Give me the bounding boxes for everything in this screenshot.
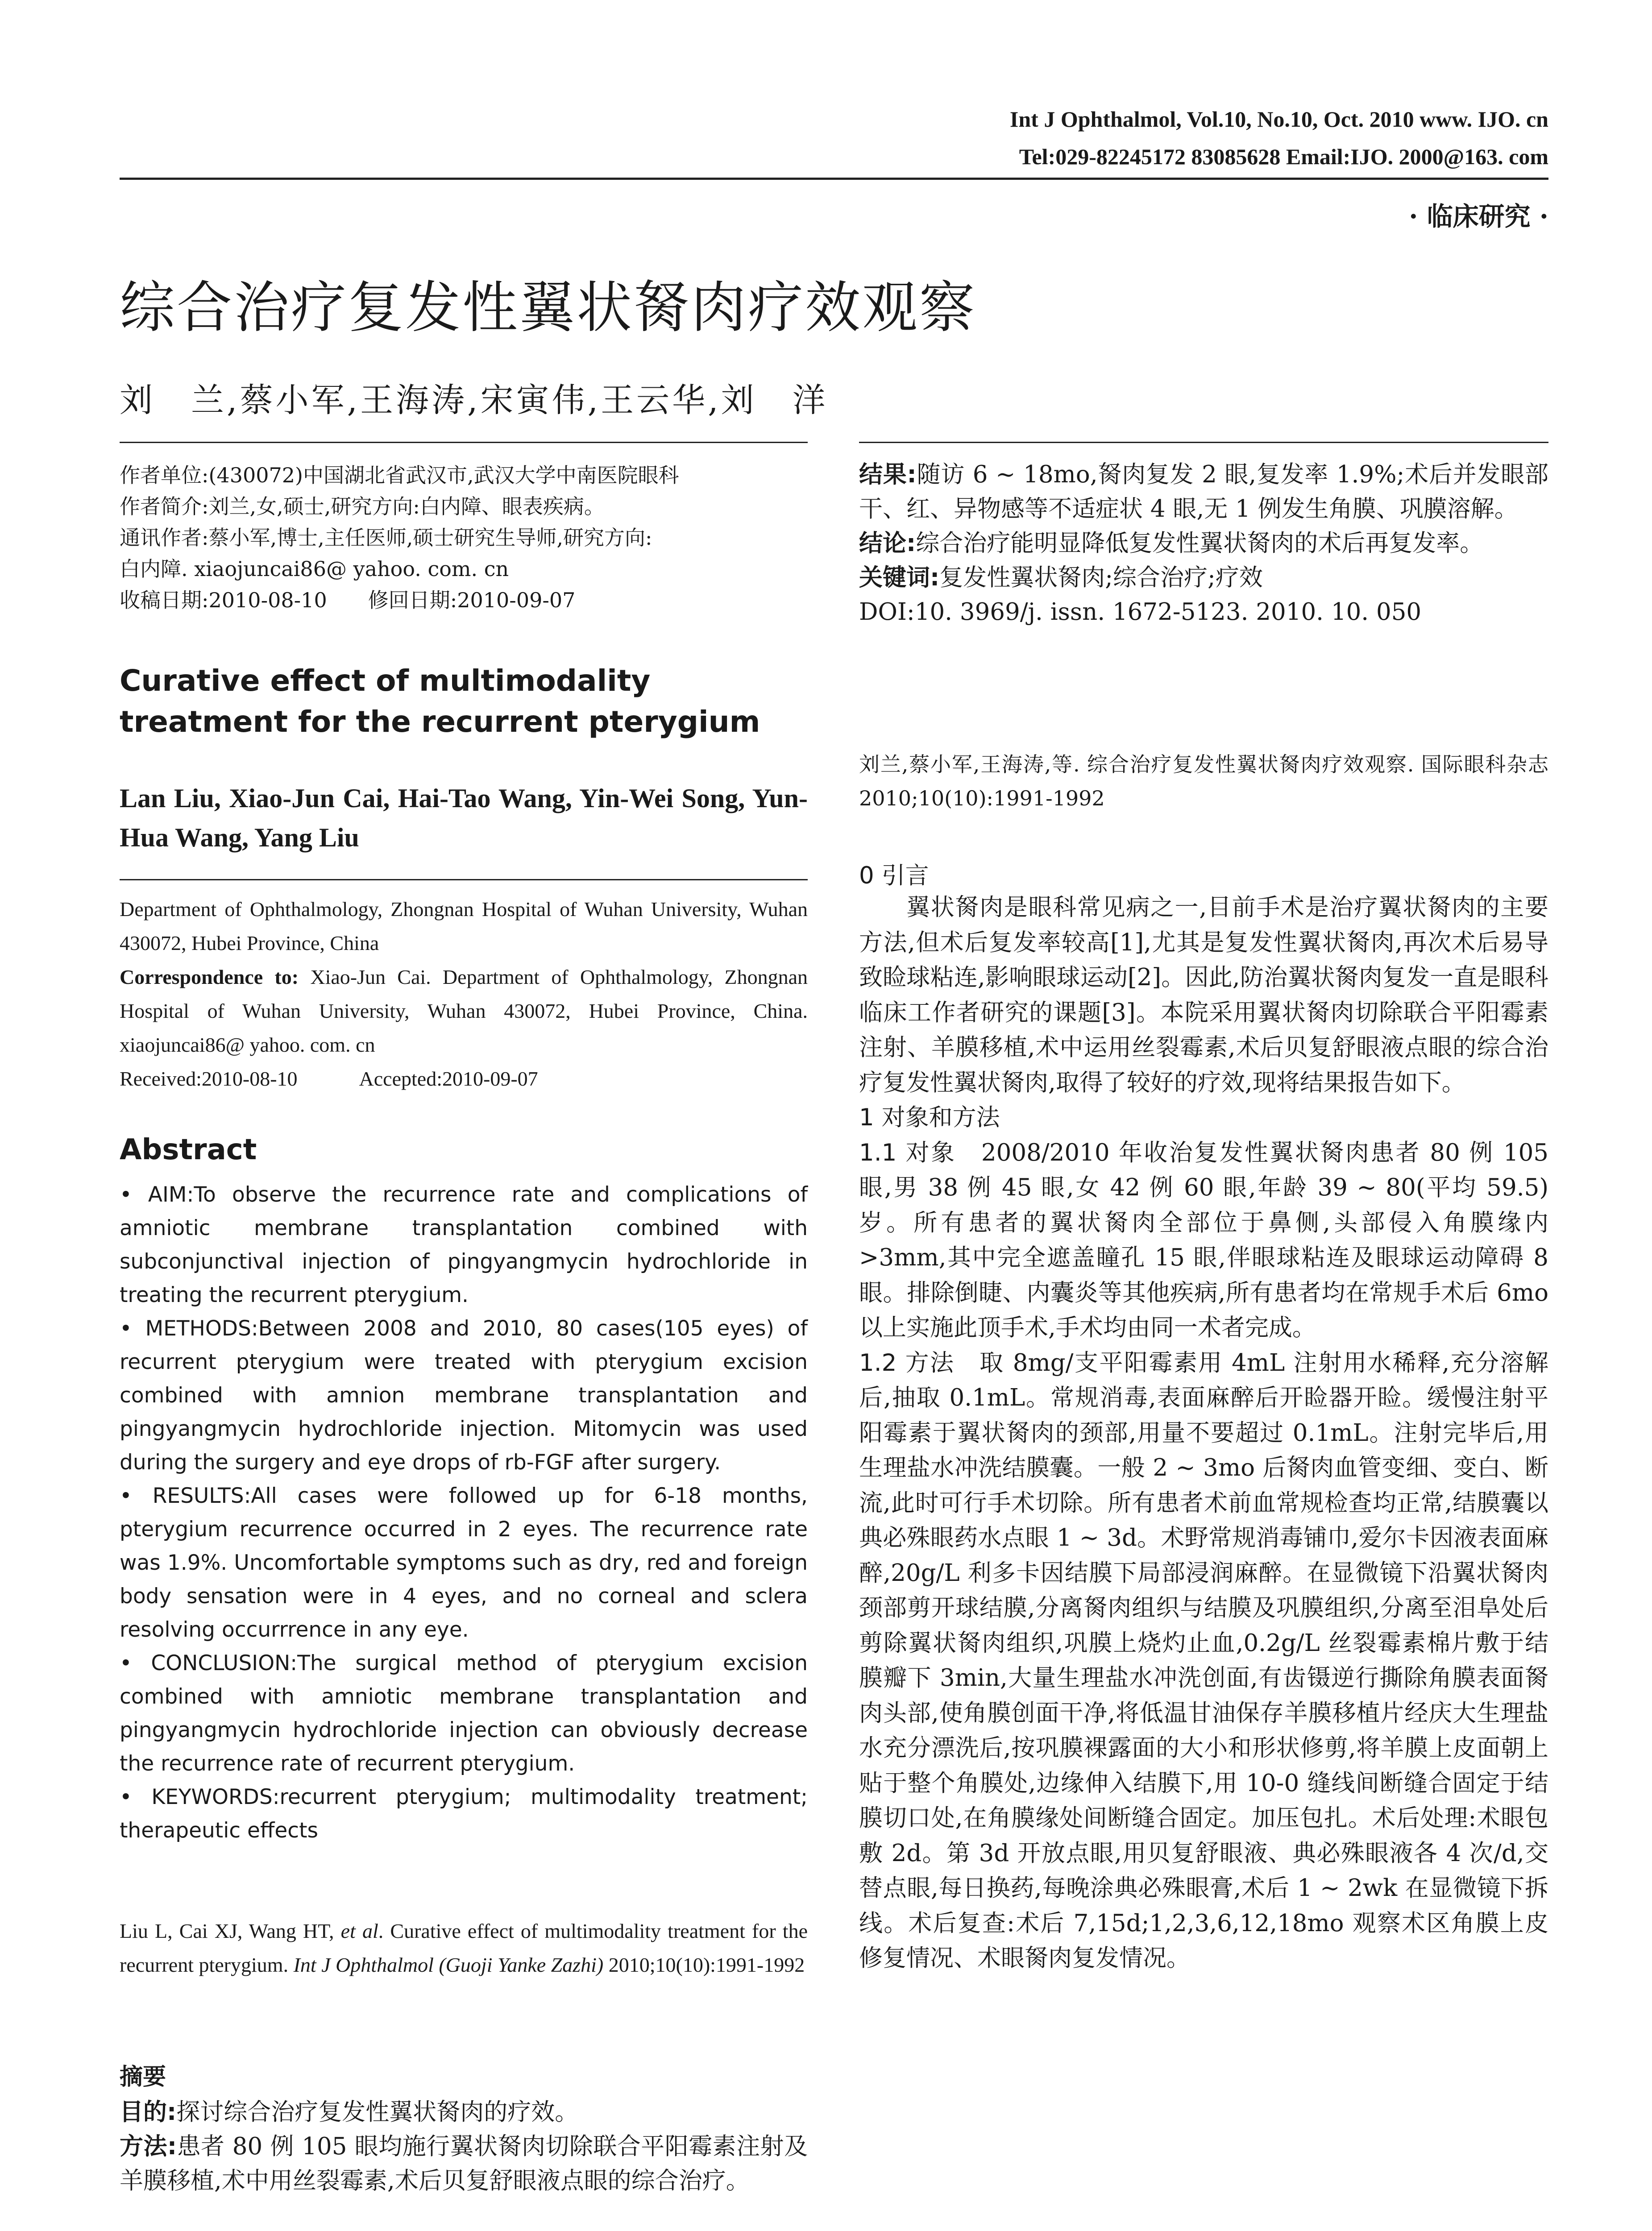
cn-affiliation: 作者单位:(430072)中国湖北省武汉市,武汉大学中南医院眼科 <box>120 463 679 487</box>
abstract-results-text: All cases were followed up for 6-18 months, pterygium recurrence occurred in 2 eyes. The recurrence rate was 1.9%. Uncomfortable symptoms such as dry, red and foreign body sensation were in 4 eyes, and no corneal and sclera resolving occurrrence in any eye. <box>120 1484 808 1642</box>
authors-cn: 刘 兰,蔡小军,王海涛,宋寅伟,王云华,刘 洋 <box>120 381 828 419</box>
abstract-cn-keywords <box>859 560 1548 595</box>
citation-en-authors: Liu L, Cai XJ, Wang HT, <box>120 1920 341 1942</box>
abstract-cn-results-label: 结果: <box>859 461 917 488</box>
right-divider <box>859 442 1548 443</box>
section-1-2 <box>859 1346 1548 1976</box>
abstract-conclusion-text: The surgical method of pterygium excision combined with amniotic membrane transplantation and pingyangmycin hydrochloride injection can obviously decrease the recurrence rate of recurrent pterygium. <box>120 1651 808 1776</box>
title-en: Curative effect of multimodality treatment for the recurrent pterygium <box>120 663 760 739</box>
abstract-cn-keywords-label: 关键词: <box>859 564 940 591</box>
abstract-aim-text: To observe the recurrence rate and complications of amniotic membrane transplantation combined with subconjunctival injection of pingyangmycin hydrochloride in treating the recurrent pterygium. <box>120 1182 808 1307</box>
abstract-methods-label: • METHODS: <box>120 1316 258 1341</box>
abstract-conclusion-label: • CONCLUSION: <box>120 1651 298 1675</box>
cn-correspondence-email: 白内障. xiaojuncai86@ yahoo. com. cn <box>120 557 509 581</box>
citation-en-volume: 2010;10(10):1991-1992 <box>603 1953 805 1976</box>
abstract-cn-left <box>120 2095 808 2198</box>
cn-author-bio: 作者简介:刘兰,女,硕士,研究方向:白内障、眼表疾病。 <box>120 494 605 518</box>
citation-en-etal: et al <box>340 1920 378 1942</box>
citation-en-title: . Curative effect of multimodality treatment for the recurrent pterygium. <box>120 1920 808 1976</box>
abstract-results-label: • RESULTS: <box>120 1484 251 1508</box>
abstract-en <box>120 1178 808 1847</box>
journal-line: Int J Ophthalmol, Vol.10, No.10, Oct. 2010 www. IJO. cn <box>1009 107 1548 132</box>
doi: DOI:10. 3969/j. issn. 1672-5123. 2010. 10. 050 <box>859 598 1422 626</box>
header-rule <box>120 178 1548 180</box>
abstract-conclusion <box>120 1646 808 1780</box>
authors-en: Lan Liu, Xiao-Jun Cai, Hai-Tao Wang, Yin-Wei Song, Yun-Hua Wang, Yang Liu <box>120 784 808 852</box>
abstract-cn-conclusion-text: 综合治疗能明显降低复发性翼状胬肉的术后再复发率。 <box>916 530 1484 557</box>
page-title-cn: 综合治疗复发性翼状胬肉疗效观察 <box>120 276 977 340</box>
abstract-cn-methods-label: 方法: <box>120 2133 177 2160</box>
citation-en-journal: Int J Ophthalmol (Guoji Yanke Zazhi) <box>293 1953 604 1976</box>
abstract-aim-label: • AIM: <box>120 1182 194 1207</box>
citation-en <box>120 1914 808 1982</box>
abstract-cn-aim-text: 探讨综合治疗复发性翼状胬肉的疗效。 <box>176 2098 579 2126</box>
contact-line: Tel:029-82245172 83085628 Email:IJO. 2000@163. com <box>1019 144 1548 169</box>
abstract-methods-text: Between 2008 and 2010, 80 cases(105 eyes) of recurrent pterygium were treated with pterygium excision combined with amnion membrane transplantation and pingyangmycin hydrochloride injection. Mitomycin was used during the surgery and eye drops of rb-FGF after surgery. <box>120 1316 808 1475</box>
abstract-methods <box>120 1312 808 1479</box>
section-1-1-text: 2008/2010 年收治复发性翼状胬肉患者 80 例 105 眼,男 38 例 45 眼,女 42 例 60 眼,年龄 39 ~ 80(平均 59.5)岁。所有患者的翼状胬肉全部位于鼻侧,头部侵入角膜缘内 >3mm,其中完全遮盖瞳孔 15 眼,伴眼球粘连及眼球运动障碍 8 眼。排除倒睫、内囊炎等其他疾病,所有患者均在常规手术后 6mo 以上实施此顶手术,手术均由同一术者完成。 <box>859 1139 1549 1341</box>
abstract-cn-conclusion <box>859 526 1548 560</box>
abstract-heading: Abstract <box>120 1133 257 1166</box>
correspondence-label: Correspondence to: <box>120 966 299 988</box>
received-en: Received:2010-08-10 Accepted:2010-09-07 <box>120 1067 538 1090</box>
section-1-heading: 1 对象和方法 <box>859 1104 1000 1131</box>
abstract-cn-aim-label: 目的: <box>120 2098 177 2126</box>
citation-cn: 刘兰,蔡小军,王海涛,等. 综合治疗复发性翼状胬肉疗效观察. 国际眼科杂志 2010;10(10):1991-1992 <box>859 752 1548 810</box>
intro-heading: 0 引言 <box>859 862 929 889</box>
abstract-cn-results-text: 随访 6 ~ 18mo,胬肉复发 2 眼,复发率 1.9%;术后并发眼部干、红、异物感等不适症状 4 眼,无 1 例发生角膜、巩膜溶解。 <box>859 461 1548 523</box>
abstract-cn-conclusion-label: 结论: <box>859 530 916 557</box>
abstract-cn-results <box>859 457 1548 526</box>
en-divider <box>120 879 808 880</box>
abstract-keywords-text: recurrent pterygium; multimodality treatment; therapeutic effects <box>120 1785 808 1843</box>
left-divider <box>120 442 808 443</box>
section-1-2-label: 1.2 方法 <box>859 1349 955 1377</box>
abstract-cn-heading: 摘要 <box>120 2064 166 2090</box>
affiliation-en: Department of Ophthalmology, Zhongnan Hospital of Wuhan University, Wuhan 430072, Hubei Province, China <box>120 898 808 954</box>
abstract-keywords <box>120 1780 808 1847</box>
cn-author-info <box>120 460 808 616</box>
abstract-results <box>120 1479 808 1646</box>
abstract-cn-methods <box>120 2129 808 2198</box>
section-label: · 临床研究 · <box>1409 201 1548 232</box>
abstract-keywords-label: • KEYWORDS: <box>120 1785 280 1809</box>
abstract-cn-keywords-text: 复发性翼状胬肉;综合治疗;疗效 <box>939 564 1263 591</box>
cn-dates: 收稿日期:2010-08-10 修回日期:2010-09-07 <box>120 588 576 612</box>
cn-correspondence: 通讯作者:蔡小军,博士,主任医师,硕士研究生导师,研究方向: <box>120 526 652 550</box>
en-affiliation-block <box>120 892 808 1096</box>
correspondence-text: Xiao-Jun Cai. Department of Ophthalmology, Zhongnan Hospital of Wuhan University, Wuhan 430072, Hubei Province, China. xiaojuncai86@ yahoo. com. cn <box>120 966 808 1056</box>
body-text <box>859 890 1548 1976</box>
correspondence-en <box>120 960 808 1062</box>
section-1-1-label: 1.1 对象 <box>859 1139 956 1166</box>
abstract-cn-aim <box>120 2095 808 2129</box>
section-1-1 <box>859 1136 1548 1346</box>
abstract-aim <box>120 1178 808 1312</box>
intro-paragraph: 翼状胬肉是眼科常见病之一,目前手术是治疗翼状胬肉的主要方法,但术后复发率较高[1],尤其是复发性翼状胬肉,再次术后易导致睑球粘连,影响眼球运动[2]。因此,防治翼状胬肉复发一直是眼科临床工作者研究的课题[3]。本院采用翼状胬肉切除联合平阳霉素注射、羊膜移植,术中运用丝裂霉素,术后贝复舒眼液点眼的综合治疗复发性翼状胬肉,取得了较好的疗效,现将结果报告如下。 <box>859 894 1548 1096</box>
abstract-cn-methods-text: 患者 80 例 105 眼均施行翼状胬肉切除联合平阳霉素注射及羊膜移植,术中用丝裂霉素,术后贝复舒眼液点眼的综合治疗。 <box>120 2133 808 2194</box>
section-1-2-text: 取 8mg/支平阳霉素用 4mL 注射用水稀释,充分溶解后,抽取 0.1mL。常规消毒,表面麻醉后开睑器开睑。缓慢注射平阳霉素于翼状胬肉的颈部,用量不要超过 0.1mL。注射完毕后,用生理盐水冲洗结膜囊。一般 2 ~ 3mo 后胬肉血管变细、变白、断流,此时可行手术切除。所有患者术前血常规检查均正常,结膜囊以典必殊眼药水点眼 1 ~ 3d。术野常规消毒铺巾,爱尔卡因液表面麻醉,20g/L 利多卡因结膜下局部浸润麻醉。在显微镜下沿翼状胬肉颈部剪开球结膜,分离胬肉组织与结膜及巩膜组织,分离至泪阜处后剪除翼状胬肉组织,巩膜上烧灼止血,0.2g/L 丝裂霉素棉片敷于结膜瓣下 3min,大量生理盐水冲洗创面,有齿镊逆行撕除角膜表面胬肉头部,使角膜创面干净,将低温甘油保存羊膜移植片经庆大生理盐水充分漂洗后,按巩膜裸露面的大小和形状修剪,将羊膜上皮面朝上贴于整个角膜处,边缘伸入结膜下,用 10-0 缝线间断缝合固定于结膜切口处,在角膜缘处间断缝合固定。加压包扎。术后处理:术眼包敷 2d。第 3d 开放点眼,用贝复舒眼液、典必殊眼液各 4 次/d,交替点眼,每日换药,每晚涂典必殊眼膏,术后 1 ~ 2wk 在显微镜下拆线。术后复查:术后 7,15d;1,2,3,6,12,18mo 观察术区角膜上皮修复情况、术眼胬肉复发情况。 <box>859 1349 1549 1972</box>
abstract-cn-right <box>859 457 1548 629</box>
